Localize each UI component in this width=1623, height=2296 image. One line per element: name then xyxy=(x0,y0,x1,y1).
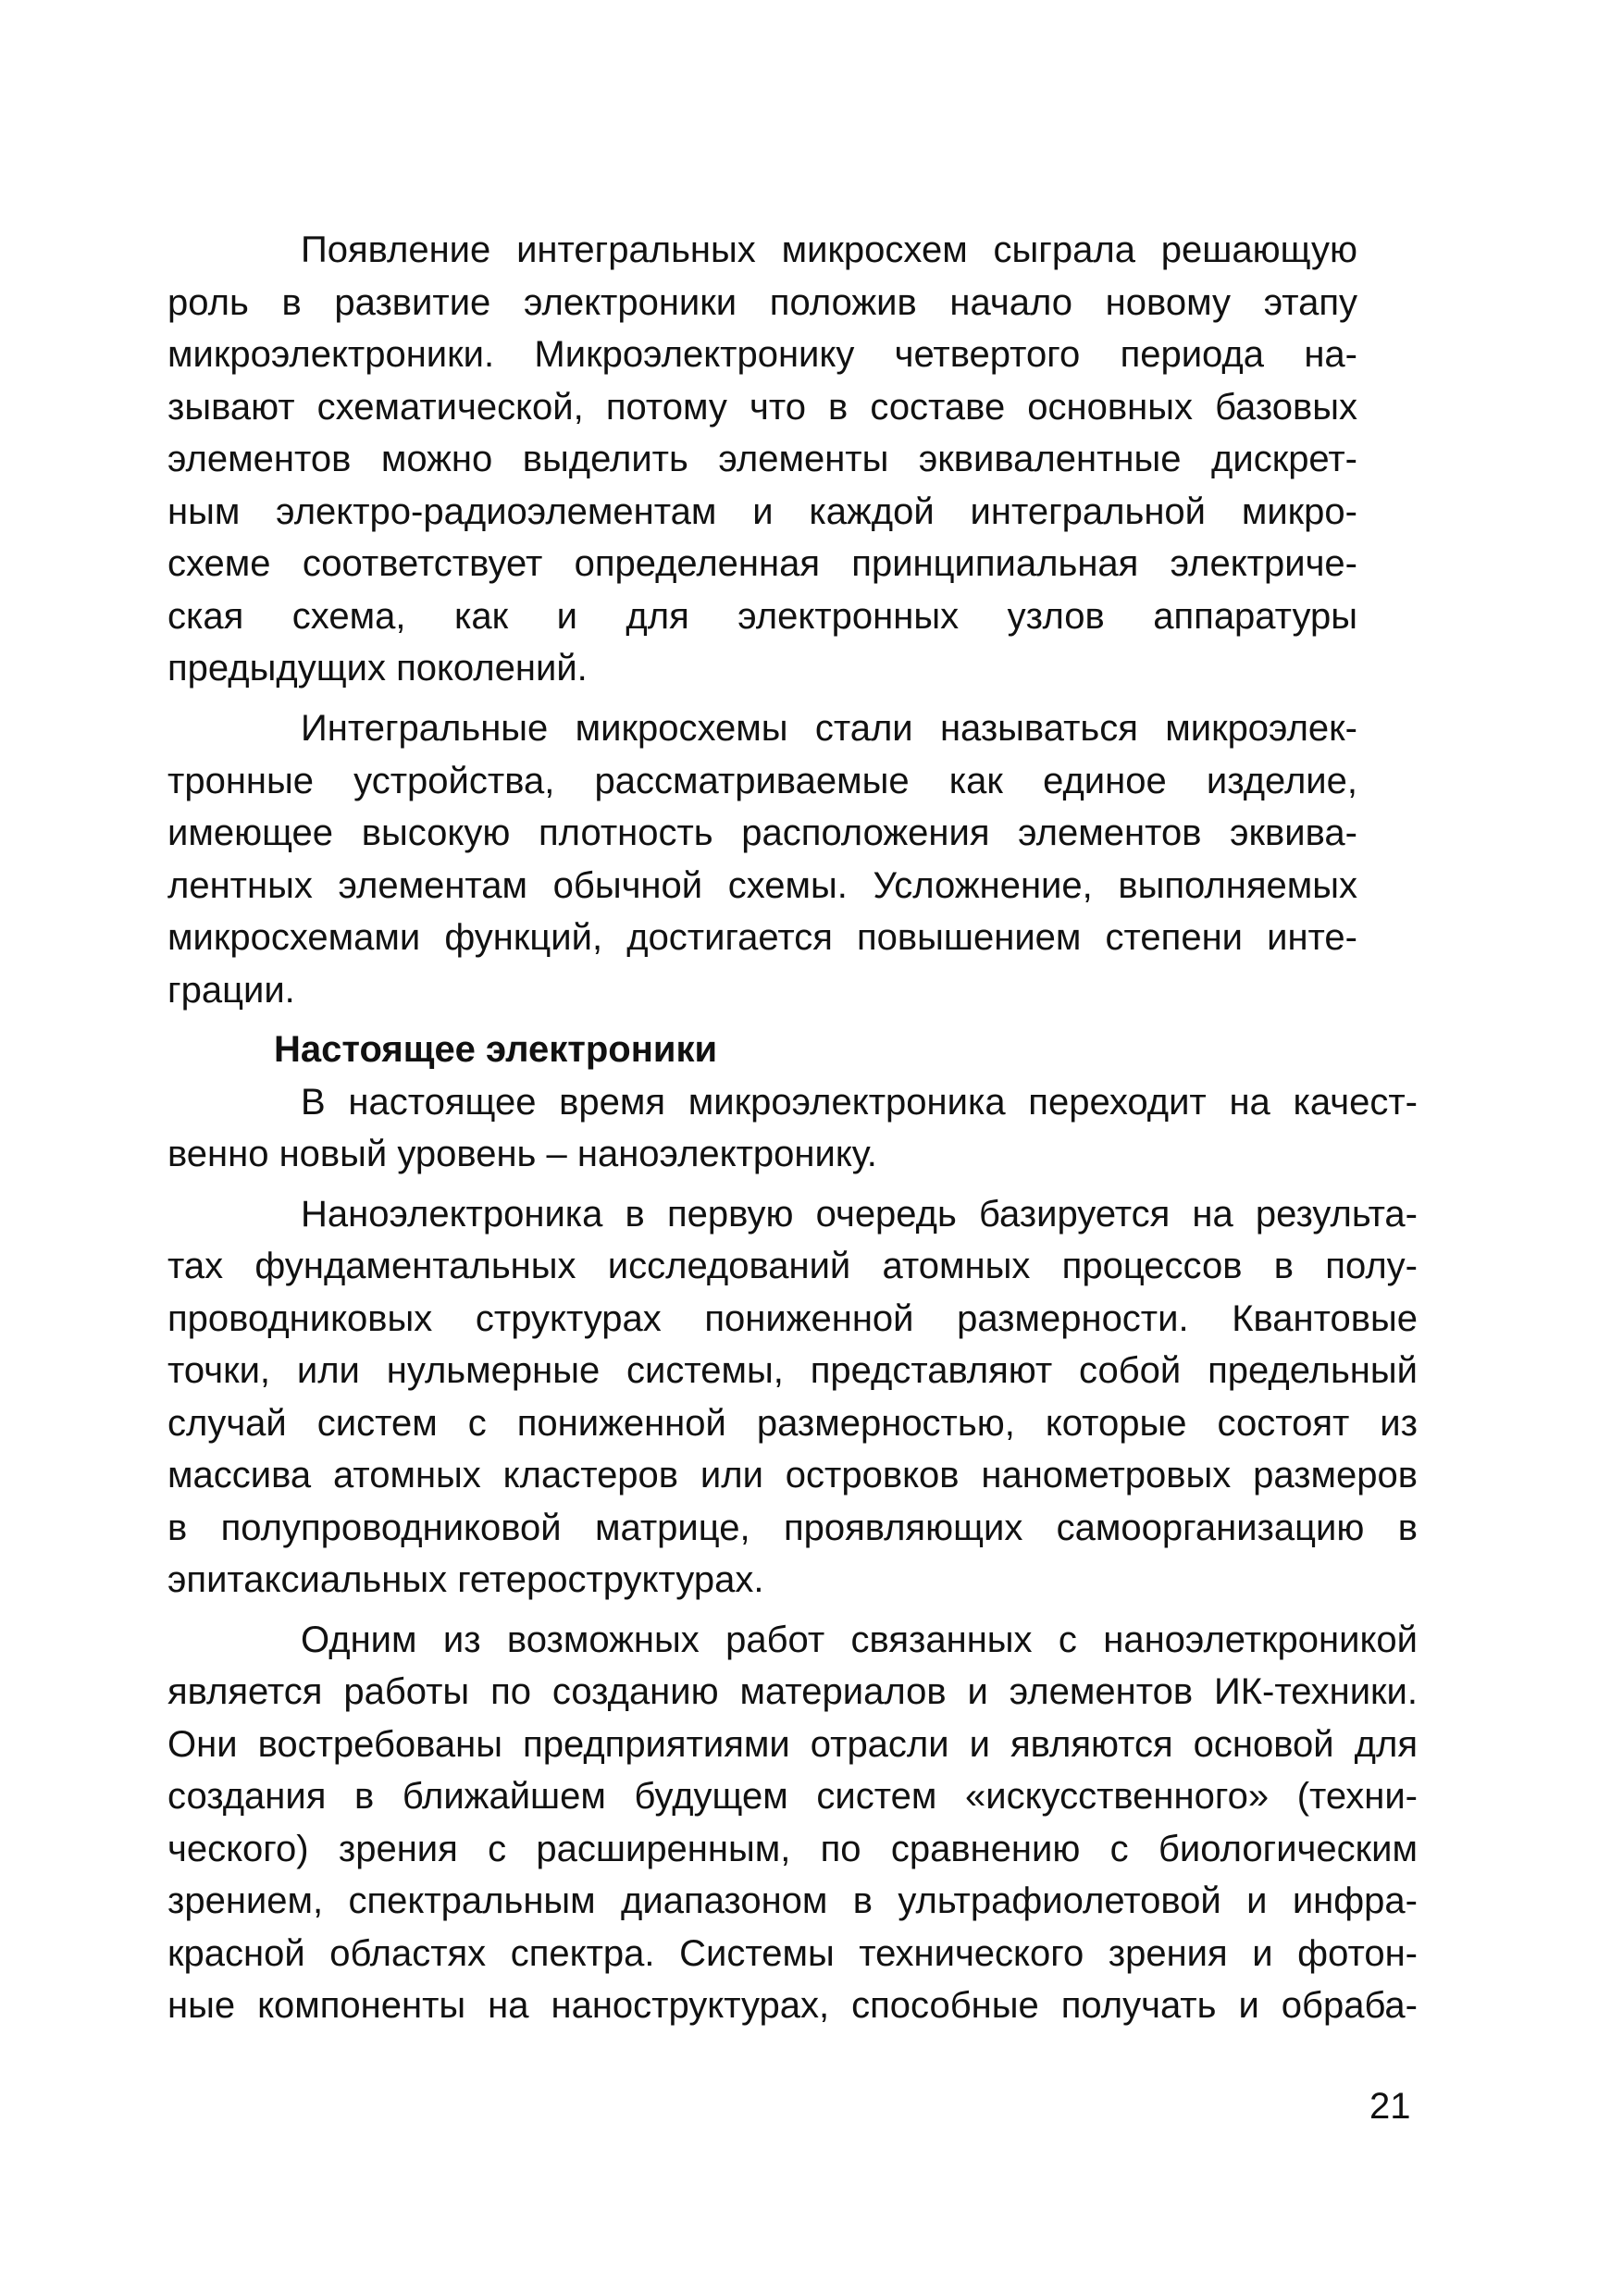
text-line: является работы по созданию материалов и элементов ИК-техники. xyxy=(167,1671,1418,1712)
page-number: 21 xyxy=(1369,2086,1411,2127)
text-line: ные компоненты на наноструктурах, способные получать и обраба- xyxy=(167,1985,1418,2026)
text-line: проводниковых структурах пониженной размерности. Квантовые xyxy=(167,1298,1418,1339)
text-line: случай систем с пониженной размерностью, которые состоят из xyxy=(167,1403,1418,1444)
text-line: Появление интегральных микросхем сыграла решающую xyxy=(301,230,1357,270)
text-line: роль в развитие электроники положив начало новому этапу xyxy=(167,282,1357,323)
text-line: в полупроводниковой матрице, проявляющих самоорганизацию в xyxy=(167,1508,1418,1548)
text-line: микроэлектроники. Микроэлектронику четвертого периода на- xyxy=(167,334,1357,375)
text-line: ская схема, как и для электронных узлов аппаратуры xyxy=(167,596,1357,637)
text-line: схеме соответствует определенная принципиальная электриче- xyxy=(167,543,1357,584)
text-line: зрением, спектральным диапазоном в ультрафиолетовой и инфра- xyxy=(167,1880,1418,1921)
text-line: предыдущих поколений. xyxy=(167,648,588,689)
text-line: Они востребованы предприятиями отрасли и являются основой для xyxy=(167,1724,1418,1765)
text-line: массива атомных кластеров или островков нанометровых размеров xyxy=(167,1455,1418,1496)
text-line: лентных элементам обычной схемы. Усложнение, выполняемых xyxy=(167,865,1357,906)
text-line: ным электро-радиоэлементам и каждой интегральной микро- xyxy=(167,491,1357,532)
text-line: В настоящее время микроэлектроника переходит на качест- xyxy=(301,1082,1418,1123)
text-line: создания в ближайшем будущем систем «искусственного» (техни- xyxy=(167,1776,1418,1817)
text-line: Наноэлектроника в первую очередь базируется на результа- xyxy=(301,1194,1418,1235)
section-heading: Настоящее электроники xyxy=(274,1029,718,1070)
text-line: зывают схематической, потому что в составе основных базовых xyxy=(167,387,1357,428)
text-line: микросхемами функций, достигается повышением степени инте- xyxy=(167,917,1357,958)
text-line: имеющее высокую плотность расположения элементов эквива- xyxy=(167,813,1357,853)
text-line: тронные устройства, рассматриваемые как единое изделие, xyxy=(167,761,1357,801)
text-line: точки, или нульмерные системы, представляют собой предельный xyxy=(167,1350,1418,1391)
text-line: элементов можно выделить элементы эквивалентные дискрет- xyxy=(167,439,1357,479)
text-line: Интегральные микросхемы стали называться микроэлек- xyxy=(301,708,1357,749)
text-line: эпитаксиальных гетероструктурах. xyxy=(167,1559,764,1600)
text-line: венно новый уровень – наноэлектронику. xyxy=(167,1134,877,1174)
text-line: красной областях спектра. Системы технического зрения и фотон- xyxy=(167,1933,1418,1974)
text-line: тах фундаментальных исследований атомных процессов в полу- xyxy=(167,1246,1418,1286)
text-line: грации. xyxy=(167,970,295,1011)
text-line: ческого) зрения с расширенным, по сравнению с биологическим xyxy=(167,1829,1418,1869)
text-line: Одним из возможных работ связанных с наноэлеткроникой xyxy=(301,1620,1418,1660)
